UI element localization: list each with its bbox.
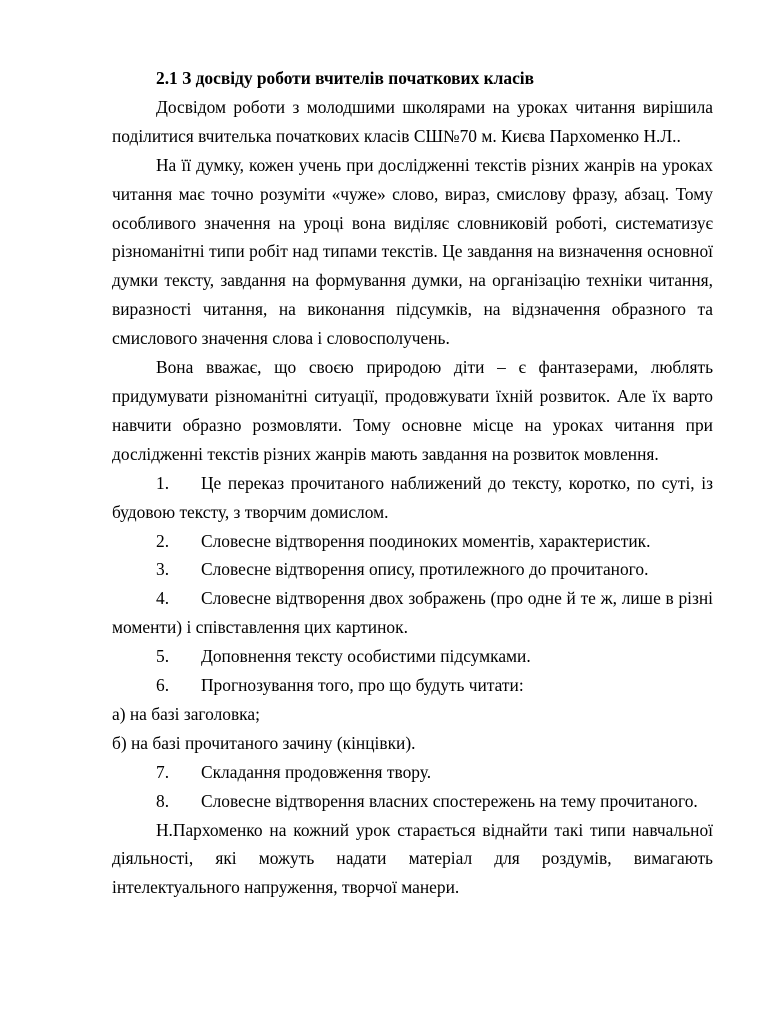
paragraph-fantasy: Вона вважає, що своєю природою діти – є фантазерами, люблять придумувати різноманітні ситуації, продовжувати їхній розвиток. Але їх варто навчити образно розмовляти. Тому основне місце на уроках читання при дослідженні текстів різних жанрів мають завдання на розвиток мовлення.	[112, 357, 713, 464]
section-heading: 2.1 З досвіду роботи вчителів початкових класів	[156, 68, 535, 88]
list-item	[112, 758, 713, 787]
list-number: 7.	[156, 761, 170, 782]
sub-list-item: а) на базі заголовка;	[112, 703, 260, 724]
list-item	[112, 469, 713, 527]
list-text: Доповнення тексту особистими підсумками.	[201, 646, 531, 667]
list-item	[112, 787, 713, 816]
list-text: Словесне відтворення двох зображень (про одне й те ж, лише в різні моменти) і співставлення цих картинок.	[112, 588, 713, 638]
paragraph-opinion: На її думку, кожен учень при дослідженні текстів різних жанрів на уроках читання має точно розуміти «чуже» слово, вираз, смислову фразу, абзац. Тому особливого значення на уроці вона виділяє словниковій роботі, систематизує різноманітні типи робіт над типами текстів. Це завдання на визначення основної думки тексту, завдання на формування думки, на організацію техніки читання, виразності читання, на виконання підсумків, на відзначення образного та смислового значення слова і словосполучень.	[112, 154, 713, 349]
document-page	[112, 64, 713, 902]
list-text: Прогнозування того, про що будуть читати:	[201, 675, 524, 696]
list-text: Словесне відтворення власних спостережень на тему прочитаного.	[201, 790, 698, 811]
list-item	[112, 555, 713, 584]
sub-list-item: б) на базі прочитаного зачину (кінцівки).	[112, 732, 416, 753]
list-item	[112, 671, 713, 700]
list-number: 6.	[156, 675, 170, 696]
list-text: Це переказ прочитаного наближений до тексту, коротко, по суті, із будовою тексту, з творчим домислом.	[112, 472, 713, 522]
list-text: Словесне відтворення опису, протилежного до прочитаного.	[201, 559, 649, 580]
list-number: 8.	[156, 790, 170, 811]
list-item	[112, 584, 713, 642]
list-number: 4.	[156, 588, 170, 609]
list-number: 5.	[156, 646, 170, 667]
list-number: 1.	[156, 472, 170, 493]
paragraph-conclusion: Н.Пархоменко на кожний урок старається віднайти такі типи навчальної діяльності, які можуть надати матеріал для роздумів, вимагають інтелектуального напруження, творчої манери.	[112, 819, 713, 898]
list-number: 2.	[156, 530, 170, 551]
paragraph-intro: Досвідом роботи з молодшими школярами на уроках читання вирішила поділитися вчителька початкових класів СШ№70 м. Києва Пархоменко Н.Л..	[112, 96, 713, 146]
list-text: Складання продовження твору.	[201, 761, 432, 782]
list-number: 3.	[156, 559, 170, 580]
list-item	[112, 642, 713, 671]
list-item	[112, 527, 713, 556]
list-text: Словесне відтворення поодиноких моментів, характеристик.	[201, 530, 651, 551]
